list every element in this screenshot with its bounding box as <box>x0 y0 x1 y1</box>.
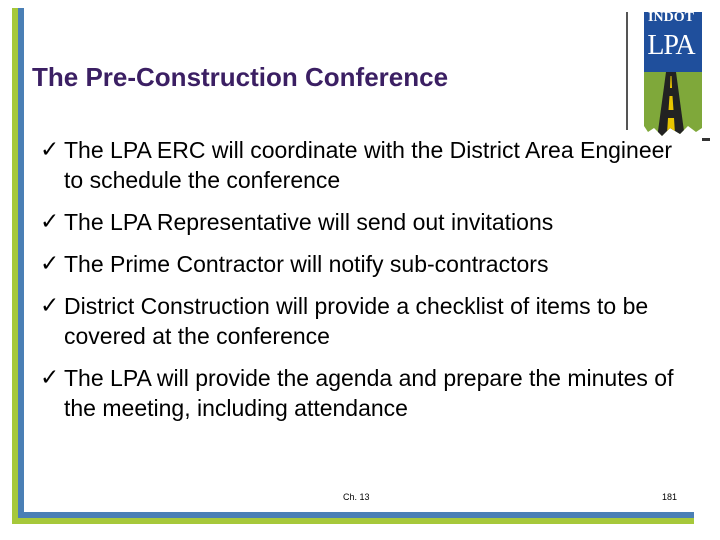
bullet-list <box>40 135 680 423</box>
bullet-item <box>40 207 680 237</box>
bullet-text: The LPA will provide the agenda and prepare the minutes of the meeting, including attendance <box>64 365 674 421</box>
check-mark-icon: ✓ <box>40 251 60 277</box>
bullet-item <box>40 363 680 423</box>
logo-divider <box>626 12 628 130</box>
check-mark-icon: ✓ <box>40 137 60 163</box>
check-mark-icon: ✓ <box>40 365 60 391</box>
logo-text-lpa: LPA <box>647 30 695 61</box>
bullet-text: District Construction will provide a checklist of items to be covered at the conference <box>64 293 649 349</box>
footer-page-number: 181 <box>662 492 678 502</box>
bullet-item <box>40 291 680 351</box>
bullet-item <box>40 249 680 279</box>
indot-lpa-logo <box>640 10 712 146</box>
check-mark-icon: ✓ <box>40 209 60 235</box>
footer-chapter: Ch. 13 <box>343 492 370 502</box>
bullet-text: The LPA ERC will coordinate with the District Area Engineer to schedule the conference <box>64 137 673 193</box>
logo-text-indot: INDOT <box>648 10 694 25</box>
bullet-item <box>40 135 680 195</box>
bullet-text: The LPA Representative will send out invitations <box>64 209 554 235</box>
check-mark-icon: ✓ <box>40 293 60 319</box>
frame-bottom-green-bar <box>12 518 694 524</box>
bullet-text: The Prime Contractor will notify sub-contractors <box>64 251 549 277</box>
slide-title: The Pre-Construction Conference <box>32 62 449 92</box>
frame-left-blue-bar <box>18 8 24 524</box>
